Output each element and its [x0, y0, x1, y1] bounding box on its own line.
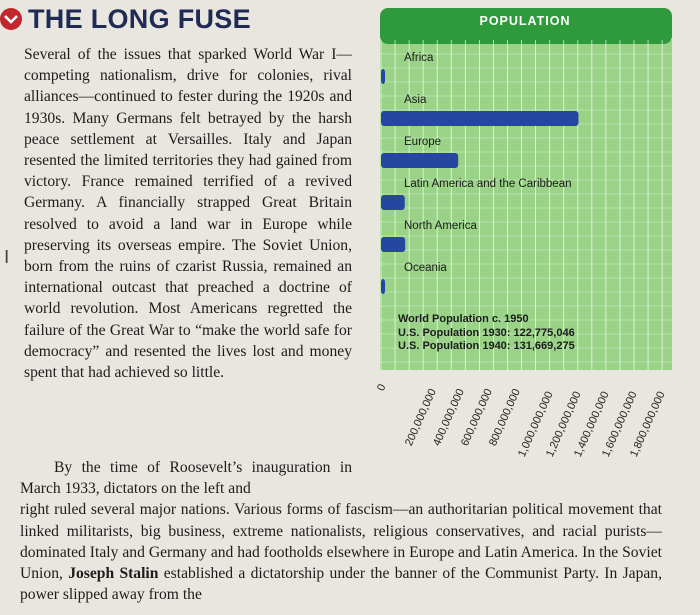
chart-note-us-1930: U.S. Population 1930: 122,775,046 [398, 326, 575, 339]
chart-tick-label: 1,600,000,000 [599, 390, 640, 460]
chart-bar-3 [381, 195, 405, 210]
paragraph-roosevelt-part1: right ruled several major nations. Various forms of fascism—an authoritarian political movement that linked militarists, big business, extreme nationalists, religious conservatives, and racial purists—dominated Italy and Germany and had footholds elsewhere in Europe and Latin America. In the Soviet Union, [20, 501, 662, 583]
chart-tick-label: 400,000,000 [431, 387, 468, 449]
chart-tick-label: 1,400,000,000 [571, 390, 612, 460]
chart-category-label: Latin America and the Caribbean [404, 178, 572, 190]
chart-category-label: Africa [404, 52, 434, 64]
chart-bar-4 [381, 237, 405, 252]
name-joseph-stalin: Joseph Stalin [68, 565, 159, 583]
chart-tick-label: 1,200,000,000 [543, 390, 584, 460]
chart-tick-label: 1,000,000,000 [515, 390, 556, 460]
paragraph-long-fuse: Several of the issues that sparked World War I—competing nationalism, drive for colonies, rival alliances—continued to fester during the 1920s and 1930s. Many Germans felt betrayed by the harsh peace settlement at Versailles. Italy and Japan resented the limited territories they had gained from victory. France remained terrified of a revived Germany. A financially strapped Great Britain resolved to avoid a land war in Europe while preserving its overseas empire. The Soviet Union, born from the ruins of czarist Russia, remained an international outcast that preached a doctrine of world revolution. Most Americans regretted the failure of the Great War to “make the world safe for democracy” and resented the lives lost and money spent that had achieved so little. [24, 46, 352, 382]
paragraph-roosevelt-lead: By the time of Roosevelt’s inauguration in March 1933, dictators on the left and [20, 459, 352, 498]
chart-title: POPULATION [479, 14, 571, 28]
chart-bar-2 [381, 153, 458, 168]
chart-tick-label: 800,000,000 [487, 387, 524, 449]
paragraph-roosevelt-part2: established a dictatorship under the banner of the Communist Party. In Japan, power slipped away from the [20, 565, 663, 604]
chart-tick-label: 1,800,000,000 [628, 390, 668, 460]
chart-category-label: Oceania [404, 262, 447, 274]
chart-tick-label: 600,000,000 [459, 387, 496, 449]
chart-category-label: Asia [404, 94, 427, 106]
chart-bar-5 [381, 279, 385, 294]
section-title: THE LONG FUSE [28, 3, 251, 34]
chart-note-us-1940: U.S. Population 1940: 131,669,275 [398, 340, 575, 352]
chart-note-world: World Population c. 1950 [398, 313, 529, 325]
chart-bar-0 [381, 69, 385, 84]
chart-notes [398, 313, 575, 354]
chart-tick-label: 0 [375, 381, 389, 393]
chart-bar-1 [381, 111, 578, 126]
chart-category-label: Europe [404, 136, 442, 148]
chart-category-label: North America [404, 220, 477, 232]
text-cursor-icon: I [4, 247, 10, 268]
full-width-text [20, 457, 662, 605]
chart-tick-label: 200,000,000 [403, 387, 439, 449]
paragraph-roosevelt [20, 499, 662, 605]
